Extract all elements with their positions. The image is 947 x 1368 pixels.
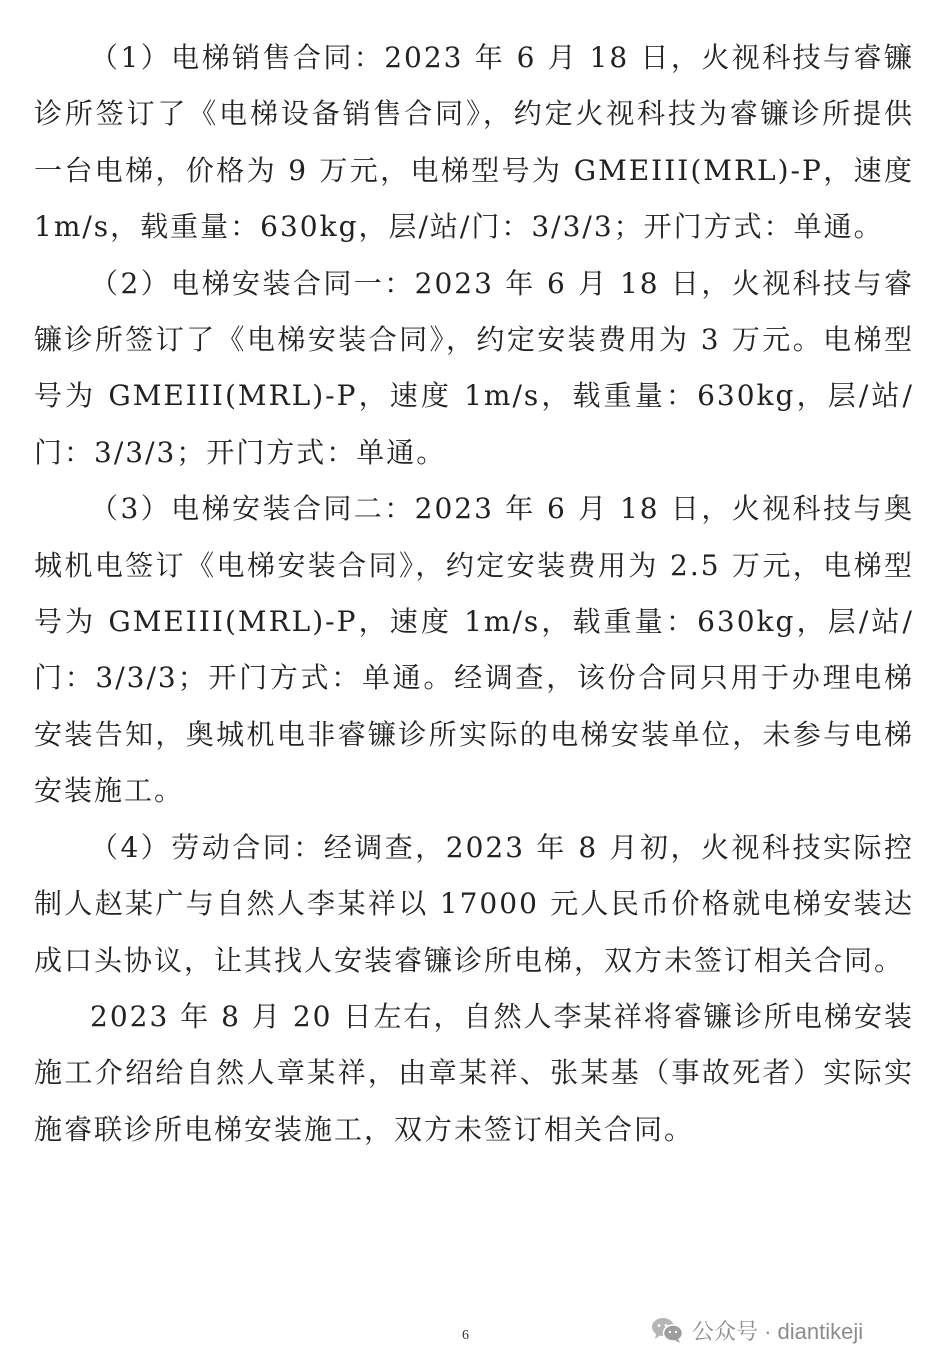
paragraph-subcontract: 2023 年 8 月 20 日左右，自然人李某祥将睿镰诊所电梯安装施工介绍给自然人章某祥，由章某祥、张某基（事故死者）实际实施睿联诊所电梯安装施工，双方未签订相关合同。: [34, 999, 914, 1146]
paragraph-installation-contract-1: （2）电梯安装合同一：2023 年 6 月 18 日，火视科技与睿镰诊所签订了《电梯安装合同》，约定安装费用为 3 万元。电梯型号为 GMEIII(MRL)-P，速度 1m/s，载重量：630kg，层/站/门：3/3/3；开门方式：单通。: [34, 266, 914, 469]
watermark: [650, 1310, 863, 1350]
page-number: 6: [462, 1328, 469, 1343]
watermark-text: 公众号 · diantikeji: [692, 1318, 864, 1344]
paragraph-labor-contract: （4）劳动合同：经调查，2023 年 8 月初，火视科技实际控制人赵某广与自然人李某祥以 17000 元人民币价格就电梯安装达成口头协议，让其找人安装睿镰诊所电梯，双方未签订相关合同。: [34, 830, 914, 977]
paragraph-sales-contract: （1）电梯销售合同：2023 年 6 月 18 日，火视科技与睿镰诊所签订了《电梯设备销售合同》，约定火视科技为睿镰诊所提供一台电梯，价格为 9 万元，电梯型号为 GMEIII(MRL)-P，速度 1m/s，载重量：630kg，层/站/门：3/3/3；开门方式：单通。: [34, 41, 914, 244]
wechat-icon: [650, 1316, 684, 1344]
document-body: [34, 30, 914, 1158]
paragraph-installation-contract-2: （3）电梯安装合同二：2023 年 6 月 18 日，火视科技与奥城机电签订《电梯安装合同》，约定安装费用为 2.5 万元，电梯型号为 GMEIII(MRL)-P，速度 1m/s，载重量：630kg，层/站/门：3/3/3；开门方式：单通。经调查，该份合同只用于办理电梯安装告知，奥城机电非睿镰诊所实际的电梯安装单位，未参与电梯安装施工。: [34, 492, 914, 808]
